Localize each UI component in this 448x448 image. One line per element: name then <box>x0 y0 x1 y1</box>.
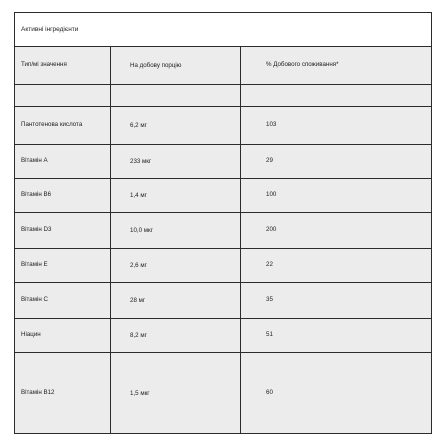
row-name: Вітамін D3 <box>21 226 52 234</box>
nutrition-table <box>14 12 432 434</box>
row-percent: 100 <box>266 191 277 199</box>
column-header-name: Тип/мі значення <box>21 61 67 69</box>
row-percent: 51 <box>266 331 273 339</box>
table-row <box>15 145 431 179</box>
table-title <box>15 13 431 47</box>
row-amount: 1,5 мкг <box>130 389 150 397</box>
row-percent: 200 <box>266 226 277 234</box>
row-name: Вітамін В12 <box>21 388 55 396</box>
table-row <box>15 249 431 283</box>
row-percent: 22 <box>266 261 273 269</box>
row-amount: 28 мг <box>130 297 146 304</box>
row-name: Вітамін А <box>21 157 48 165</box>
table-row <box>15 353 431 433</box>
table-row <box>15 213 431 249</box>
row-amount: 10,0 мкг <box>130 227 153 234</box>
row-amount: 233 мкг <box>130 158 152 165</box>
row-name: Вітамін Е <box>21 261 48 269</box>
table-row <box>15 107 431 145</box>
row-amount: 8,2 мг <box>130 332 147 339</box>
row-amount: 2,6 мг <box>130 262 147 269</box>
row-percent: 103 <box>266 121 277 129</box>
row-percent: 35 <box>266 296 273 304</box>
spacer-row <box>15 85 431 107</box>
row-name: Вітамін С <box>21 296 48 304</box>
row-name: Вітамін В6 <box>21 191 52 199</box>
table-row <box>15 319 431 353</box>
column-header-percent: % Добового споживання* <box>266 61 339 69</box>
row-percent: 60 <box>266 388 273 396</box>
column-header-row <box>15 47 431 85</box>
row-name: Пантотенова кислота <box>21 121 83 129</box>
row-amount: 1,4 мг <box>130 192 147 199</box>
row-name: Ніацин <box>21 331 41 339</box>
table-row <box>15 179 431 213</box>
table-title-text: Активні інгредієнти <box>21 26 79 33</box>
row-percent: 29 <box>266 157 273 165</box>
column-divider <box>110 47 111 433</box>
column-divider <box>240 47 241 433</box>
table-row <box>15 283 431 319</box>
row-amount: 6,2 мг <box>130 122 147 129</box>
column-header-amount: На добову порцію <box>130 62 182 69</box>
